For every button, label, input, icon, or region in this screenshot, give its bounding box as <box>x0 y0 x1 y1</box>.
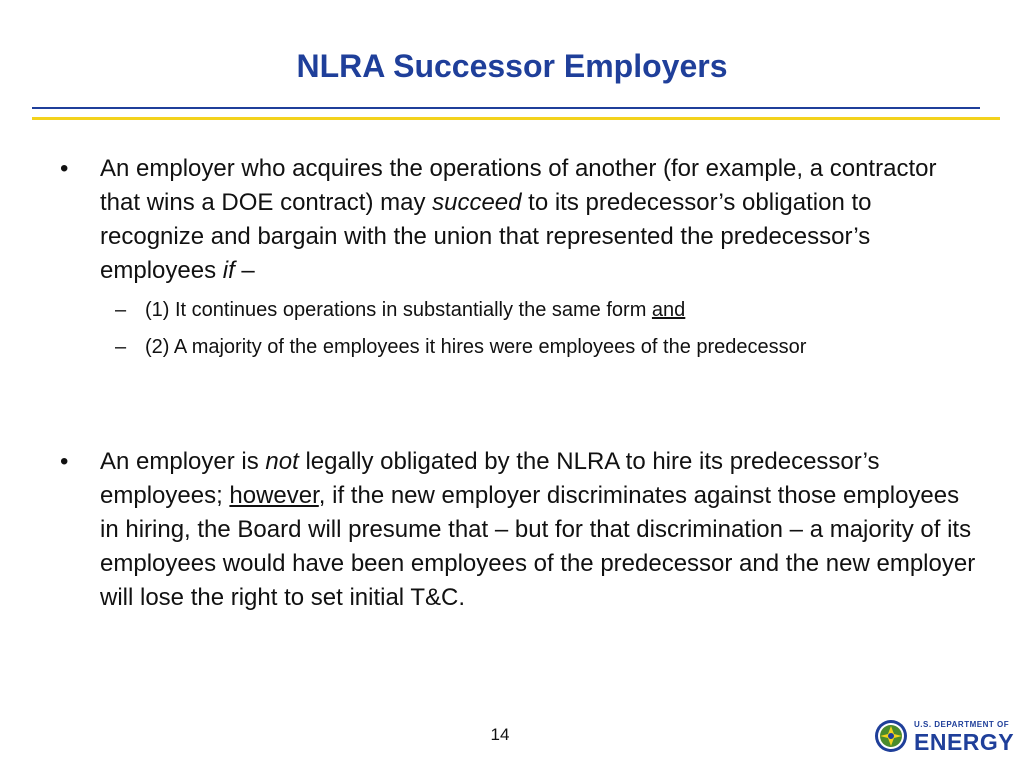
page-number: 14 <box>490 725 510 744</box>
emphasis-if: if <box>222 257 235 284</box>
sub-item-majority-employees <box>115 332 925 363</box>
bullet-text: to its predecessor’s obligation to recognize and bargain with the union that represented the predecessor’s employees <box>100 189 872 284</box>
bullet-item-hiring-obligation <box>60 445 980 615</box>
bullet-marker: • <box>60 448 69 475</box>
dash-marker: – <box>115 299 127 321</box>
emphasis-not: not <box>265 448 299 475</box>
emphasis-succeed: succeed <box>432 189 522 216</box>
title-divider-yellow <box>32 117 1000 120</box>
doe-seal-icon <box>874 719 908 753</box>
slide-title: NLRA Successor Employers <box>296 48 728 84</box>
underlined-however: however <box>229 482 319 509</box>
logo-department-text: U.S. DEPARTMENT OF <box>914 720 1010 729</box>
title-divider-blue <box>32 107 980 109</box>
sub-item-text: (2) A majority of the employees it hires were employees of the predecessor <box>145 336 807 358</box>
bullet-marker: • <box>60 155 69 182</box>
dash-marker: – <box>115 336 127 358</box>
sub-item-text: (1) It continues operations in substantially the same form <box>145 299 652 321</box>
logo-energy-text: ENERGY <box>914 729 1015 755</box>
bullet-text: An employer is <box>100 448 266 475</box>
doe-logo <box>874 717 1015 757</box>
sub-item-continues-operations <box>115 295 925 326</box>
underlined-and: and <box>651 299 686 321</box>
bullet-text: An employer who acquires the operations of another (for example, a contractor that wins a DOE contract) may <box>100 155 937 216</box>
bullet-text: , if the new employer discriminates against those employees in hiring, the Board will presume that – but for that discrimination – a majority of its employees would have been employees of the predecessor and the new employer will lose the right to set initial T&C. <box>100 482 976 611</box>
bullet-text: legally obligated by the NLRA to hire its predecessor’s employees; <box>100 448 880 509</box>
bullet-text: – <box>234 257 255 284</box>
bullet-item-successor-obligation <box>60 152 980 288</box>
